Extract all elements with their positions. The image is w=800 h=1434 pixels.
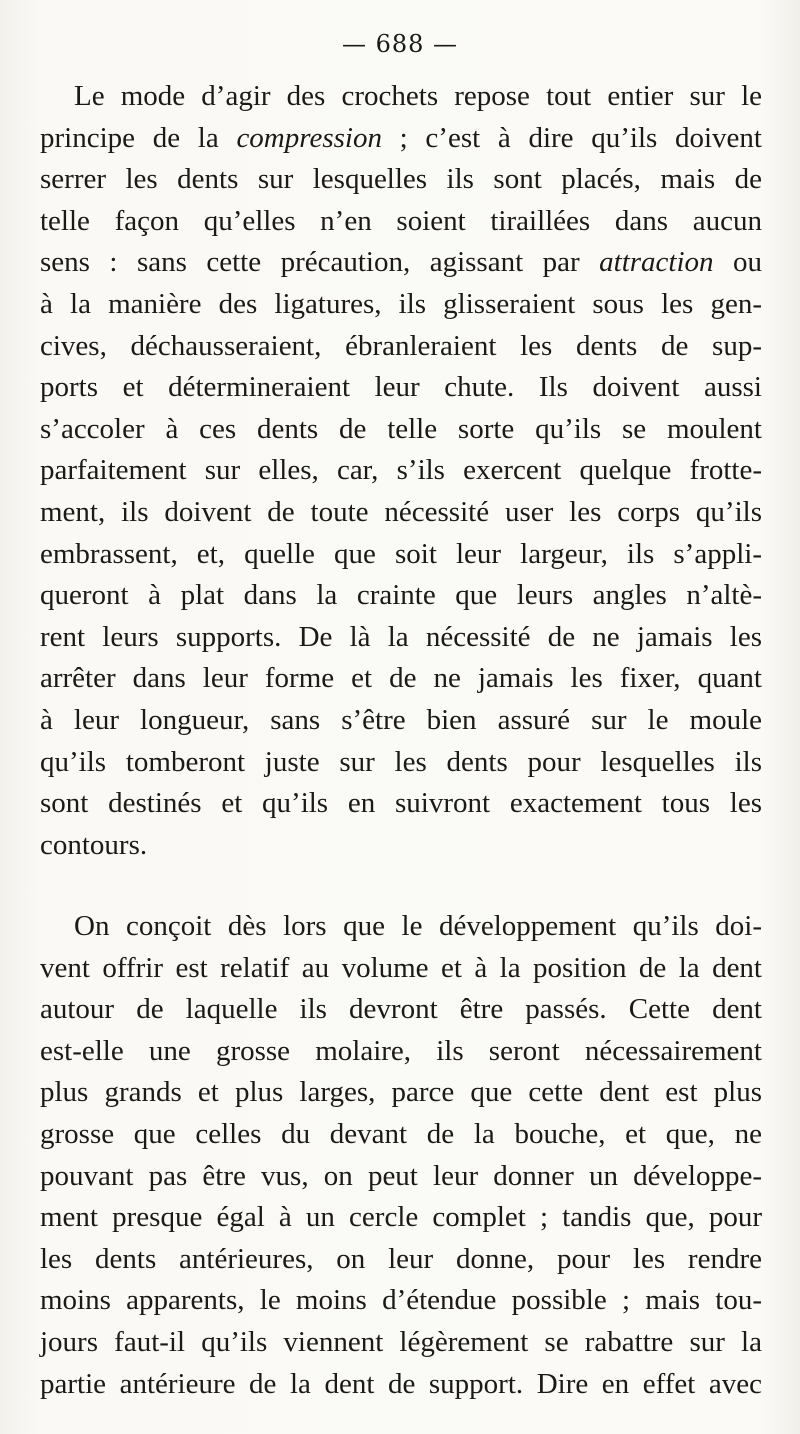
text-line: moins apparents, le moins d’étendue possible ; mais tou-	[40, 1284, 762, 1317]
text-line: partie antérieure de la dent de support. Dire en effet avec	[40, 1367, 762, 1400]
page-number: — 688 —	[341, 30, 459, 58]
text-line: s’accoler à ces dents de telle sorte qu’ils se moulent	[40, 412, 762, 445]
text-line: les dents antérieures, on leur donne, pour les rendre	[40, 1242, 762, 1275]
text-line: Le mode d’agir des crochets repose tout entier sur le	[74, 80, 762, 112]
text-line: principe de la compression ; c’est à dire qu’ils doivent	[40, 121, 762, 154]
italic-term: attraction	[599, 246, 714, 279]
paragraph	[40, 906, 762, 1405]
text-line: sens : sans cette précaution, agissant par attraction ou	[40, 246, 763, 279]
text-line: ports et détermineraient leur chute. Ils doivent aussi	[40, 371, 762, 404]
text-line: arrêter dans leur forme et de ne jamais les fixer, quant	[40, 662, 762, 695]
text-line: vent offrir est relatif au volume et à la position de la dent	[40, 951, 762, 984]
text-line: plus grands et plus larges, parce que cette dent est plus	[40, 1076, 762, 1109]
text-line: jours faut-il qu’ils viennent légèrement se rabattre sur la	[40, 1325, 762, 1358]
text-line: ment presque égal à un cercle complet ; tandis que, pour	[40, 1201, 762, 1234]
text-line: pouvant pas être vus, on peut leur donner un développe-	[40, 1159, 762, 1192]
text-line: serrer les dents sur lesquelles ils sont placés, mais de	[40, 163, 762, 196]
text-line: grosse que celles du devant de la bouche, et que, ne	[40, 1117, 762, 1150]
text-line: qu’ils tomberont juste sur les dents pour lesquelles ils	[40, 745, 762, 778]
text-line: contours.	[40, 828, 148, 861]
text-line: telle façon qu’elles n’en soient tiraillées dans aucun	[40, 204, 762, 237]
text-line: embrassent, et, quelle que soit leur largeur, ils s’appli-	[40, 537, 762, 570]
text-line: à la manière des ligatures, ils glisseraient sous les gen-	[40, 287, 762, 320]
text-line: sont destinés et qu’ils en suivront exactement tous les	[40, 787, 762, 820]
text-line: à leur longueur, sans s’être bien assuré sur le moule	[40, 703, 762, 736]
text-line: rent leurs supports. De là la nécessité de ne jamais les	[40, 620, 762, 653]
text-line: ment, ils doivent de toute nécessité user les corps qu’ils	[40, 495, 762, 528]
text-line: queront à plat dans la crainte que leurs angles n’altè-	[40, 579, 762, 612]
text-line: parfaitement sur elles, car, s’ils exercent quelque frotte-	[40, 454, 762, 487]
text-line: autour de laquelle ils devront être passés. Cette dent	[40, 993, 762, 1026]
italic-term: compression	[236, 121, 382, 154]
text-line: est-elle une grosse molaire, ils seront nécessairement	[40, 1034, 762, 1067]
text-line: cives, déchausseraient, ébranleraient les dents de sup-	[40, 329, 762, 362]
text-line: On conçoit dès lors que le développement qu’ils doi-	[74, 910, 762, 942]
paragraph	[40, 76, 762, 866]
